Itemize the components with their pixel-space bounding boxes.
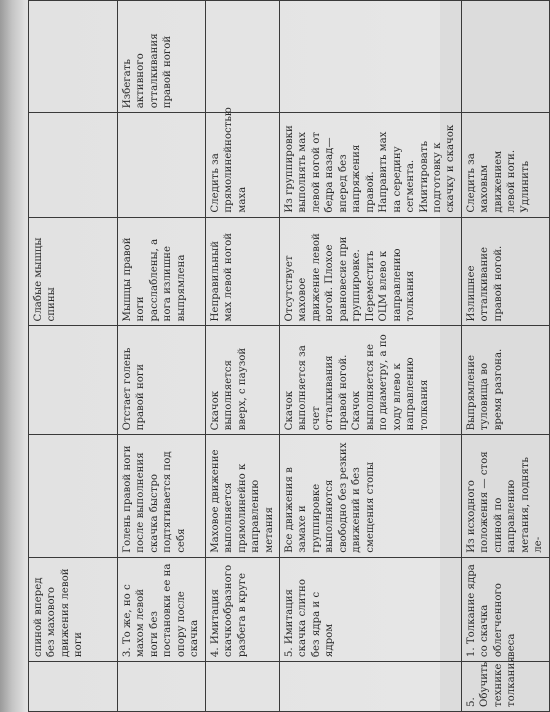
cell-cause: Отсутствует маховое движение левой ногой. Плохое равновесие при группировке. Переместить ОЦМ влево к направлению толкания bbox=[279, 217, 461, 326]
cell-correct-technique: Все движения в замахе и группировке выполняются свободно без резких движений и без смещения стопы bbox=[279, 435, 461, 557]
cell-cause: Слабые мышцы спины bbox=[29, 217, 118, 326]
cell-remark bbox=[29, 1, 118, 113]
cell-exercise: 3. То же, но с махом левой ноги без постановки ее на опору после скачка bbox=[118, 557, 206, 661]
cell-task bbox=[205, 662, 279, 712]
cell-correction: Из группировки выполнять мах левой ногой от бедра назад—вперед без напряжения правой. Направить мах на середину сегмента. Имитировать подготовку к скачку и скачок bbox=[279, 113, 461, 217]
cell-correction: Следить за прямолинейностью маха bbox=[205, 113, 279, 217]
cell-exercise: спиной вперед без махового движения левой ноги bbox=[29, 557, 118, 661]
cell-remark bbox=[279, 1, 461, 113]
cell-exercise: 1. Толкание ядра со скачка облегченного веса bbox=[461, 557, 549, 661]
cell-correct-technique: Голень правой ноги после выполнения скачка быстро подтягивается под себя bbox=[118, 435, 206, 557]
table-row bbox=[118, 1, 206, 712]
cell-error: Отстает голень правой ноги bbox=[118, 326, 206, 435]
cell-error bbox=[29, 326, 118, 435]
cell-correction bbox=[29, 113, 118, 217]
table-row bbox=[461, 1, 549, 712]
method-table bbox=[28, 0, 550, 712]
cell-remark: Избегать активного отталкивания правой ногой bbox=[118, 1, 206, 113]
cell-error: Скачок выполняется за счет отталкивания правой ногой. Скачок выполняется не по диаметру, а по ходу влево к направлению толкания bbox=[279, 326, 461, 435]
cell-exercise: 5. Имитация скачка слитно без ядра и с ядром bbox=[279, 557, 461, 661]
cell-task: 5. Обучить технике толкания bbox=[461, 662, 549, 712]
table-row bbox=[279, 1, 461, 712]
cell-correct-technique: Маховое движение выполняется прямолинейно к направлению метания bbox=[205, 435, 279, 557]
cell-exercise: 4. Имитация скачкообразного разбега в круге bbox=[205, 557, 279, 661]
cell-cause: Мышцы правой ноги расслаблены, а нога излишне выпрямлена bbox=[118, 217, 206, 326]
cell-cause: Излишнее отталкивание правой ногой. bbox=[461, 217, 549, 326]
cell-error: Скачок выполняется вверх, с паузой bbox=[205, 326, 279, 435]
cell-task bbox=[29, 662, 118, 712]
table-row bbox=[29, 1, 118, 712]
cell-cause: Неправильный мах левой ногой bbox=[205, 217, 279, 326]
cell-remark bbox=[461, 1, 549, 113]
cell-error: Выпрямление туловища во время разгона. bbox=[461, 326, 549, 435]
cell-remark bbox=[205, 1, 279, 113]
cell-correct-technique: Из исходного положения — стоя спиной по направлению метания, поднять ле- bbox=[461, 435, 549, 557]
cell-task bbox=[118, 662, 206, 712]
cell-correct-technique bbox=[29, 435, 118, 557]
cell-task bbox=[279, 662, 461, 712]
cell-correction: Следить за маховым движением левой ноги. Удлинить bbox=[461, 113, 549, 217]
cell-correction bbox=[118, 113, 206, 217]
table-row bbox=[205, 1, 279, 712]
